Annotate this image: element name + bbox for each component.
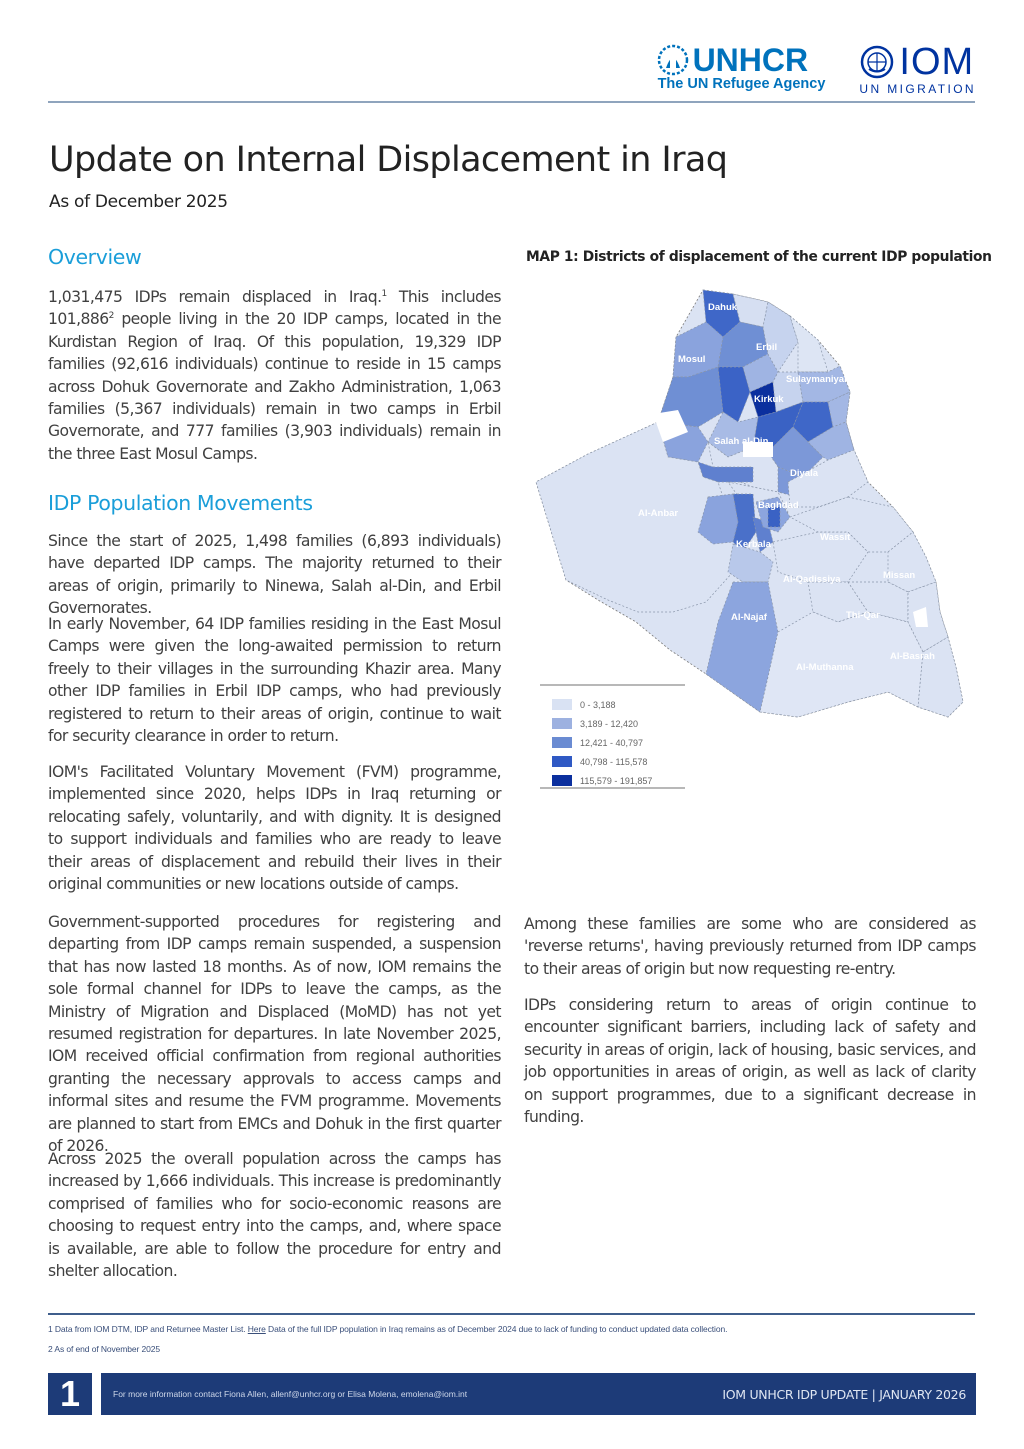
page-subtitle: As of December 2025 [49,192,228,212]
legend-item [540,733,685,752]
legend-label-5: 115,579 - 191,857 [580,775,653,786]
map-label-baghdad: Baghdad [758,500,799,511]
footnote-1-link[interactable]: Here [247,1324,266,1334]
page-title: Update on Internal Displacement in Iraq [49,140,728,180]
map-label-babylon: Al-Qadissiya [783,574,841,585]
overview-text-a: 1,031,475 IDPs remain displaced in Iraq. [48,288,382,306]
map-label-mosul: Mosul [678,354,706,365]
map-label-sulaymaniyah: Sulaymaniyah [786,374,850,385]
overview-text-b: This includes 101,886 [48,288,501,329]
overview-text-c: people living in the 20 IDP camps, located in the Kurdistan Region of Iraq. Of this population, 19,329 IDP families (92,616 individuals) continue to reside in 15 camps across Dohuk Governorate and Zakho Administration, 1,063 families (5,367 individuals) remain in two camps in Erbil Governorate, and 777 families (3,903 individuals) remain in the three East Mosul Camps. [48,310,501,463]
map-label-dahuk: Dahuk [708,302,738,313]
map-label-missan: Missan [883,570,916,581]
footnote-1-prefix: 1 Data from IOM DTM, IDP and Returnee Master List. [48,1324,248,1334]
legend-swatch-5 [552,775,572,786]
iom-tagline: UN MIGRATION [859,82,976,96]
legend-item [540,771,685,790]
map-label-salah-al-din: Salah al-Din [714,436,769,447]
legend-label-1: 0 - 3,188 [580,699,616,710]
legend-swatch-1 [552,699,572,710]
movements-paragraph-2: In early November, 64 IDP families residing in the East Mosul Camps were given the long-awaited permission to return freely to their villages in the surrounding Khazir area. Many other IDP families in Erbil IDP camps, who had previously registered to return to their areas of origin, continue to wait for security clearance in order to return. [48,615,501,746]
map-label-wassit: Wassit [820,532,851,543]
unhcr-emblem-icon [657,44,689,76]
legend-swatch-2 [552,718,572,729]
footnote-2: 2 As of end of November 2025 [48,1344,161,1354]
iom-logo [859,41,976,96]
right-paragraph-2: IDPs considering return to areas of origin continue to encounter significant barriers, including lack of safety and security in areas of origin, lack of housing, basic services, and job opportunities in areas of origin, as well as lack of clarity on support programmes, due to a significant decrease in funding. [524,996,976,1127]
map-title: MAP 1: Districts of displacement of the current IDP population [526,249,992,265]
map-label-basrah: Al-Basrah [890,651,935,662]
legend-label-4: 40,798 - 115,578 [580,756,648,767]
right-paragraph-1: Among these families are some who are considered as 'reverse returns', having previously returned from IDP camps to their areas of origin but now requesting re-entry. [524,915,976,978]
footnote-ref-2[interactable]: 2 [108,311,114,322]
legend-swatch-3 [552,737,572,748]
iraq-map [528,282,978,732]
movements-paragraph-1: Since the start of 2025, 1,498 families (6,893 individuals) have departed IDP camps. The majority returned to their areas of origin, primarily to Ninewa, Salah al-Din, and Erbil Governorates. [48,532,501,618]
map-label-erbil: Erbil [756,342,778,353]
iraq-choropleth-map [528,282,978,732]
footnote-1 [48,1324,727,1334]
overview-paragraph [48,286,501,465]
unhcr-wordmark: UNHCR [692,42,809,78]
map-label-al-anbar: Al-Anbar [638,508,679,519]
footnote-divider [48,1313,975,1315]
map-label-kirkuk: Kirkuk [754,394,784,405]
iom-wordmark: IOM [899,41,975,83]
movements-paragraph-4: Government-supported procedures for registering and departing from IDP camps remain suspended, a suspension that has now lasted 18 months. As of now, IOM remains the sole formal channel for IDPs to leave the camps, as the Ministry of Migration and Displaced (MoMD) has not yet resumed registration for departures. In late November 2025, IOM received official confirmation from regional authorities granting the necessary approvals to access camps and informal sites and resume the FVM programme. Movements are planned to start from EMCs and Dohuk in the first quarter of 2026. [48,913,501,1156]
legend-label-2: 3,189 - 12,420 [580,718,639,729]
footer-publication: IOM UNHCR IDP UPDATE | JANUARY 2026 [722,1386,966,1402]
header-logos [657,41,976,96]
map-label-diyala: Diyala [790,468,818,479]
legend-label-3: 12,421 - 40,797 [580,737,644,748]
page-number: 1 [48,1373,92,1415]
unhcr-logo [657,44,826,92]
legend-item [540,752,685,771]
movements-paragraph-5: Across 2025 the overall population across the camps has increased by 1,666 individuals. This increase is predominantly comprised of families who for socio-economic reasons are choosing to request entry into the camps, and, where space is available, are able to follow the procedure for entry and shelter allocation. [48,1150,501,1281]
map-label-najaf: Al-Najaf [731,612,767,623]
map-label-muthanna: Al-Muthanna [796,662,854,673]
footer-contact: For more information contact Fiona Allen, allenf@unhcr.org or Elisa Molena, emolena@iom.int [113,1389,468,1399]
footnote-1-suffix: Data of the full IDP population in Iraq remains as of December 2024 due to lack of funding to conduct updated data collection. [265,1324,728,1334]
legend-item [540,714,685,733]
map-label-thi-qar: Thi-Qar [846,610,880,621]
iom-emblem-icon [859,44,895,80]
movements-paragraph-3: IOM's Facilitated Voluntary Movement (FVM) programme, implemented since 2020, helps IDPs in Iraq returning or relocating safely, voluntarily, and with dignity. It is designed to support individuals and families who are ready to leave their areas of displacement and rebuild their lives in their original communities or new locations outside of camps. [48,763,501,894]
footnote-ref-1[interactable]: 1 [381,288,387,299]
legend-item [540,695,685,714]
overview-heading: Overview [48,245,142,269]
header-divider [48,101,975,103]
movements-heading: IDP Population Movements [48,491,313,515]
unhcr-tagline: The UN Refugee Agency [657,76,826,92]
footer-bar [101,1373,976,1415]
map-label-kerbala: Kerbala [736,539,771,550]
legend-swatch-4 [552,756,572,767]
map-legend [540,684,685,789]
